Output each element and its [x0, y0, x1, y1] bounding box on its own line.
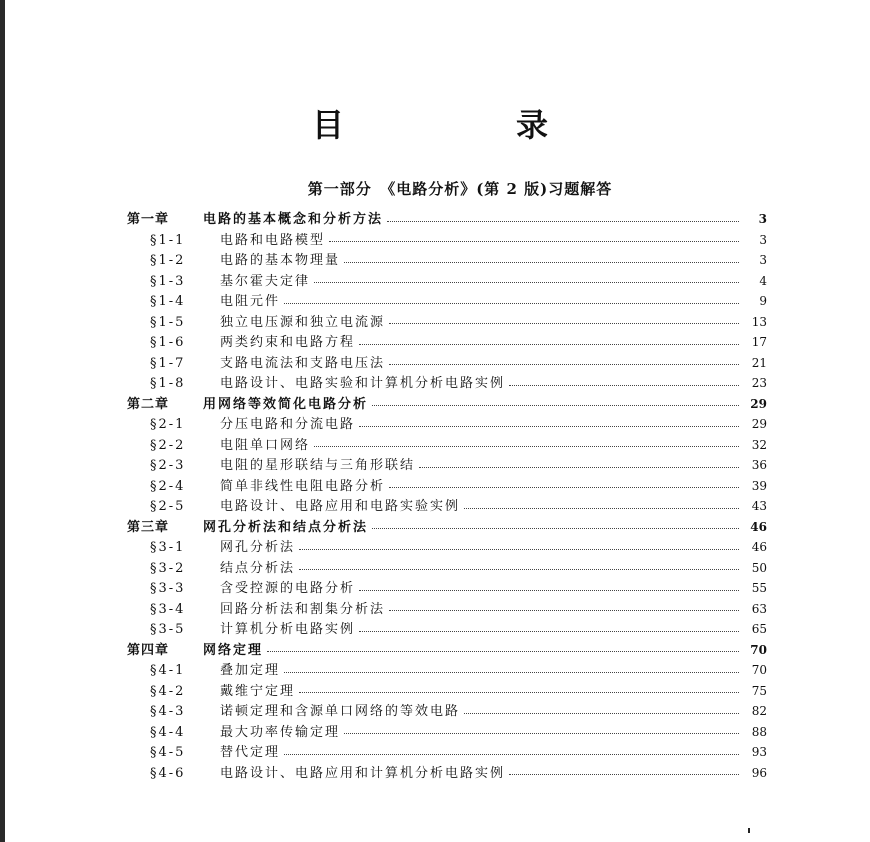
- toc-section-entry[interactable]: [150, 290, 767, 310]
- entry-page-number: 46: [750, 519, 767, 534]
- dot-leader: [389, 364, 739, 365]
- dot-leader: [359, 426, 739, 427]
- toc-section-entry[interactable]: [150, 454, 767, 474]
- entry-number: §3-5: [150, 622, 186, 637]
- entry-title: 简单非线性电阻电路分析: [220, 478, 386, 494]
- entry-page-number: 88: [751, 724, 767, 739]
- entry-number: §3-1: [150, 540, 186, 555]
- dot-leader: [284, 672, 739, 673]
- toc-chapter-entry[interactable]: [127, 393, 767, 413]
- entry-title: 支路电流法和支路电压法: [220, 355, 386, 371]
- toc-chapter-entry[interactable]: [127, 208, 767, 228]
- dot-leader: [389, 487, 739, 488]
- entry-title: 用网络等效简化电路分析: [203, 396, 369, 412]
- entry-page-number: 82: [751, 704, 767, 718]
- entry-number: §4-6: [150, 765, 186, 781]
- entry-page-number: 46: [751, 540, 767, 554]
- dot-leader: [372, 528, 739, 529]
- scan-mark: [748, 828, 750, 833]
- entry-page-number: 75: [751, 683, 767, 698]
- toc-section-entry[interactable]: [150, 598, 767, 618]
- toc-section-entry[interactable]: [150, 741, 767, 761]
- dot-leader: [329, 241, 739, 242]
- entry-title: 电路设计、电路应用和电路实验实例: [220, 499, 461, 514]
- toc-section-entry[interactable]: [150, 331, 767, 351]
- toc-section-entry[interactable]: [150, 721, 767, 741]
- toc-section-entry[interactable]: [150, 311, 767, 331]
- entry-page-number: 96: [751, 765, 767, 780]
- entry-number: 第二章: [127, 396, 170, 412]
- entry-page-number: 93: [751, 745, 767, 759]
- entry-page-number: 9: [759, 294, 767, 308]
- toc-section-entry[interactable]: [150, 495, 767, 515]
- entry-page-number: 70: [750, 642, 767, 657]
- entry-title: 网孔分析法和结点分析法: [203, 519, 369, 535]
- entry-number: §1-6: [150, 335, 186, 350]
- toc-section-entry[interactable]: [150, 762, 767, 782]
- entry-title: 回路分析法和割集分析法: [220, 601, 386, 617]
- dot-leader: [284, 754, 739, 755]
- entry-page-number: 29: [750, 396, 767, 411]
- entry-number: §1-4: [150, 294, 186, 309]
- part-heading: 第一部分 《电路分析》(第 2 版)习题解答: [307, 180, 613, 198]
- toc-section-entry[interactable]: [150, 475, 767, 495]
- dot-leader: [389, 610, 739, 611]
- entry-number: §1-7: [150, 355, 186, 371]
- entry-title: 戴维宁定理: [220, 683, 296, 699]
- entry-number: §1-3: [150, 273, 186, 289]
- entry-title: 电路的基本物理量: [220, 253, 341, 268]
- entry-number: §1-8: [150, 376, 186, 391]
- entry-page-number: 3: [759, 253, 767, 267]
- entry-page-number: 13: [751, 314, 767, 329]
- entry-title: 电阻单口网络: [220, 437, 311, 453]
- toc-section-entry[interactable]: [150, 413, 767, 433]
- entry-title: 叠加定理: [220, 663, 281, 678]
- entry-title: 替代定理: [220, 745, 281, 760]
- toc-section-entry[interactable]: [150, 680, 767, 700]
- dot-leader: [359, 590, 739, 591]
- entry-number: §3-4: [150, 601, 186, 617]
- entry-title: 电阻的星形联结与三角形联结: [220, 458, 416, 473]
- entry-title: 含受控源的电路分析: [220, 581, 356, 596]
- entry-number: 第三章: [127, 519, 170, 535]
- entry-page-number: 29: [751, 417, 767, 431]
- dot-leader: [419, 467, 739, 468]
- entry-number: §4-5: [150, 745, 186, 760]
- entry-number: §3-2: [150, 560, 186, 576]
- entry-number: §2-4: [150, 478, 186, 494]
- toc-chapter-entry[interactable]: [127, 516, 767, 536]
- toc-section-entry[interactable]: [150, 229, 767, 249]
- entry-number: §2-5: [150, 499, 186, 514]
- toc-section-entry[interactable]: [150, 618, 767, 638]
- entry-page-number: 17: [751, 335, 767, 349]
- toc-section-entry[interactable]: [150, 249, 767, 269]
- entry-number: §4-2: [150, 683, 186, 699]
- entry-number: 第一章: [127, 212, 170, 227]
- entry-page-number: 39: [751, 478, 767, 493]
- entry-title: 电路设计、电路实验和计算机分析电路实例: [220, 376, 506, 391]
- dot-leader: [387, 221, 739, 222]
- dot-leader: [299, 549, 739, 550]
- entry-number: §4-3: [150, 704, 186, 719]
- entry-title: 两类约束和电路方程: [220, 335, 356, 350]
- entry-number: §4-4: [150, 724, 186, 740]
- toc-section-entry[interactable]: [150, 270, 767, 290]
- toc-section-entry[interactable]: [150, 577, 767, 597]
- dot-leader: [314, 446, 739, 447]
- entry-title: 电路的基本概念和分析方法: [203, 212, 384, 227]
- entry-number: §1-2: [150, 253, 186, 268]
- entry-number: §4-1: [150, 663, 186, 678]
- entry-title: 网络定理: [203, 642, 264, 658]
- entry-title: 结点分析法: [220, 560, 296, 576]
- toc-section-entry[interactable]: [150, 352, 767, 372]
- dot-leader: [284, 303, 739, 304]
- dot-leader: [464, 508, 739, 509]
- dot-leader: [372, 405, 739, 406]
- dot-leader: [344, 733, 739, 734]
- entry-title: 计算机分析电路实例: [220, 622, 356, 637]
- entry-page-number: 50: [751, 560, 767, 575]
- toc-section-entry[interactable]: [150, 434, 767, 454]
- entry-number: 第四章: [127, 642, 170, 658]
- entry-page-number: 3: [759, 232, 767, 247]
- entry-title: 基尔霍夫定律: [220, 273, 311, 289]
- dot-leader: [359, 344, 739, 345]
- toc-section-entry[interactable]: [150, 659, 767, 679]
- entry-page-number: 55: [751, 581, 767, 595]
- entry-number: §3-3: [150, 581, 186, 596]
- entry-number: §1-5: [150, 314, 186, 330]
- toc-section-entry[interactable]: [150, 557, 767, 577]
- toc-section-entry[interactable]: [150, 372, 767, 392]
- page-title: 目 录: [311, 106, 618, 144]
- entry-title: 电路设计、电路应用和计算机分析电路实例: [220, 765, 506, 781]
- entry-page-number: 21: [751, 355, 767, 370]
- entry-page-number: 70: [751, 663, 767, 677]
- entry-title: 网孔分析法: [220, 540, 296, 555]
- entry-page-number: 23: [751, 376, 767, 390]
- dot-leader: [299, 692, 739, 693]
- dot-leader: [299, 569, 739, 570]
- entry-page-number: 3: [758, 212, 767, 226]
- entry-page-number: 63: [751, 601, 767, 616]
- entry-title: 最大功率传输定理: [220, 724, 341, 740]
- dot-leader: [344, 262, 739, 263]
- entry-page-number: 36: [751, 458, 767, 472]
- entry-number: §2-3: [150, 458, 186, 473]
- entry-number: §1-1: [150, 232, 186, 248]
- dot-leader: [389, 323, 739, 324]
- entry-title: 独立电压源和独立电流源: [220, 314, 386, 330]
- entry-page-number: 4: [759, 273, 767, 288]
- entry-page-number: 65: [751, 622, 767, 636]
- entry-title: 诺顿定理和含源单口网络的等效电路: [220, 704, 461, 719]
- dot-leader: [314, 282, 739, 283]
- toc-section-entry[interactable]: [150, 536, 767, 556]
- entry-title: 电路和电路模型: [220, 232, 326, 248]
- dot-leader: [267, 651, 739, 652]
- entry-title: 分压电路和分流电路: [220, 417, 356, 432]
- dot-leader: [509, 385, 739, 386]
- entry-page-number: 43: [751, 499, 767, 513]
- dot-leader: [359, 631, 739, 632]
- entry-title: 电阻元件: [220, 294, 281, 309]
- entry-number: §2-1: [150, 417, 186, 432]
- dot-leader: [464, 713, 739, 714]
- toc-chapter-entry[interactable]: [127, 639, 767, 659]
- dot-leader: [509, 774, 739, 775]
- entry-number: §2-2: [150, 437, 186, 453]
- entry-page-number: 32: [751, 437, 767, 452]
- toc-section-entry[interactable]: [150, 700, 767, 720]
